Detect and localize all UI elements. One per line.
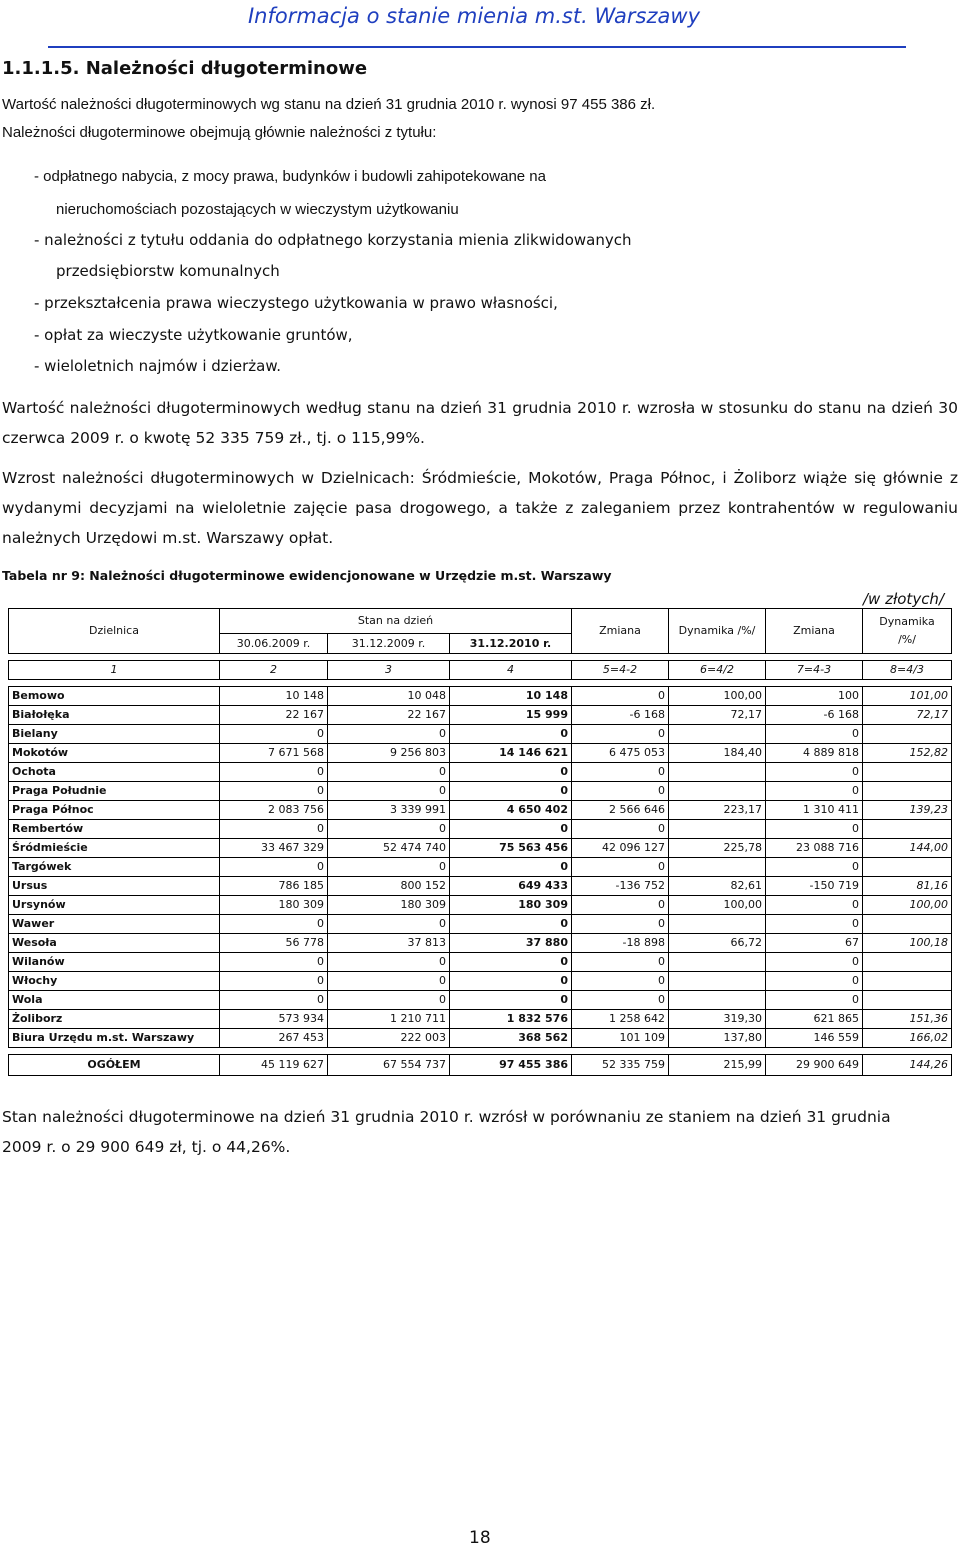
table-cell: 4 650 402	[450, 801, 572, 820]
paragraph-districts: Wzrost należności długoterminowych w Dzielnicach: Śródmieście, Mokotów, Praga Północ, i Żoliborz wiąże się głównie z wydanymi decyzjami na wieloletnie zajęcie pasa drogowego, a także z zaleganiem przez kontrahentów w regulowaniu należnych Urzędowi m.st. Warszawy opłat.	[2, 469, 958, 547]
table-cell: -18 898	[572, 934, 669, 953]
total-label: OGÓŁEM	[9, 1055, 220, 1076]
district-name: Białołęka	[9, 706, 220, 725]
table-cell	[863, 953, 952, 972]
district-name: Bemowo	[9, 687, 220, 706]
table-cell	[863, 725, 952, 744]
table-cell: 573 934	[220, 1010, 328, 1029]
table-cell: 0	[766, 991, 863, 1010]
table-cell	[863, 858, 952, 877]
table-cell	[863, 991, 952, 1010]
col-num: 4	[450, 661, 572, 680]
receivables-table	[8, 608, 952, 1076]
table-row	[9, 1010, 952, 1029]
table-row	[9, 839, 952, 858]
table-cell: 0	[450, 991, 572, 1010]
table-cell: 100	[766, 687, 863, 706]
table-cell: 621 865	[766, 1010, 863, 1029]
table-cell: 180 309	[450, 896, 572, 915]
table-row	[9, 858, 952, 877]
district-name: Wawer	[9, 915, 220, 934]
header-dzielnica: Dzielnica	[9, 609, 220, 654]
table-cell: 0	[220, 858, 328, 877]
header-date-2: 31.12.2009 r.	[328, 634, 450, 654]
table-cell: 225,78	[669, 839, 766, 858]
table-cell: 0	[572, 915, 669, 934]
col-num: 8=4/3	[863, 661, 952, 680]
table-cell: 100,00	[669, 896, 766, 915]
district-name: Ursus	[9, 877, 220, 896]
district-name: Śródmieście	[9, 839, 220, 858]
table-row	[9, 953, 952, 972]
table-cell: 0	[572, 972, 669, 991]
table-cell	[669, 782, 766, 801]
table-cell: 14 146 621	[450, 744, 572, 763]
table-row	[9, 687, 952, 706]
col-num: 6=4/2	[669, 661, 766, 680]
district-name: Praga Południe	[9, 782, 220, 801]
table-cell: 786 185	[220, 877, 328, 896]
table-row	[9, 782, 952, 801]
table-cell: 0	[572, 687, 669, 706]
table-cell: 0	[766, 858, 863, 877]
table-row	[9, 744, 952, 763]
table-cell	[863, 782, 952, 801]
table-cell: 0	[572, 820, 669, 839]
header-zmiana-1: Zmiana	[572, 609, 669, 654]
table-cell: 146 559	[766, 1029, 863, 1048]
table-cell: 0	[328, 858, 450, 877]
table-row	[9, 725, 952, 744]
district-name: Ursynów	[9, 896, 220, 915]
table-cell: 33 467 329	[220, 839, 328, 858]
table-cell: 2 083 756	[220, 801, 328, 820]
table-cell: -150 719	[766, 877, 863, 896]
table-cell: 0	[220, 782, 328, 801]
table-cell	[669, 953, 766, 972]
table-cell: 180 309	[220, 896, 328, 915]
table-cell	[863, 915, 952, 934]
district-name: Wola	[9, 991, 220, 1010]
table-cell: 0	[220, 915, 328, 934]
table-cell: 7 671 568	[220, 744, 328, 763]
table-cell: 10 148	[450, 687, 572, 706]
district-name: Biura Urzędu m.st. Warszawy	[9, 1029, 220, 1048]
bullet-1-cont: nieruchomościach pozostających w wieczystym użytkowaniu	[56, 201, 459, 218]
table-cell: 22 167	[220, 706, 328, 725]
table-row	[9, 706, 952, 725]
table-cell: 0	[450, 953, 572, 972]
table-cell: 223,17	[669, 801, 766, 820]
page-number: 18	[469, 1528, 491, 1548]
table-cell: 139,23	[863, 801, 952, 820]
table-cell: 1 832 576	[450, 1010, 572, 1029]
table-cell: 0	[450, 972, 572, 991]
district-name: Targówek	[9, 858, 220, 877]
table-row	[9, 1029, 952, 1048]
table-cell: 72,17	[669, 706, 766, 725]
table-cell: 67	[766, 934, 863, 953]
district-name: Ochota	[9, 763, 220, 782]
district-name: Włochy	[9, 972, 220, 991]
table-cell	[669, 858, 766, 877]
table-cell: 22 167	[328, 706, 450, 725]
district-name: Wesoła	[9, 934, 220, 953]
table-cell: 0	[572, 725, 669, 744]
header-date-1: 30.06.2009 r.	[220, 634, 328, 654]
table-cell: 0	[572, 763, 669, 782]
table-cell: 0	[328, 953, 450, 972]
table-cell: 0	[450, 915, 572, 934]
running-header: Informacja o stanie mienia m.st. Warszawy	[247, 4, 700, 28]
table-cell: 0	[328, 763, 450, 782]
table-cell: 0	[450, 858, 572, 877]
closing-line-1: Stan należności długoterminowe na dzień 31 grudnia 2010 r. wzrósł w porównaniu ze staniem na dzień 31 grudnia	[2, 1108, 891, 1126]
table-cell: 649 433	[450, 877, 572, 896]
table-cell: 101,00	[863, 687, 952, 706]
district-name: Wilanów	[9, 953, 220, 972]
table-cell: 800 152	[328, 877, 450, 896]
table-cell: 0	[220, 820, 328, 839]
table-cell: 10 148	[220, 687, 328, 706]
section-title: 1.1.1.5. Należności długoterminowe	[2, 58, 368, 79]
table-cell: 166,02	[863, 1029, 952, 1048]
table-cell: 0	[220, 953, 328, 972]
table-cell: 0	[766, 782, 863, 801]
table-cell: 0	[328, 782, 450, 801]
table-cell: 267 453	[220, 1029, 328, 1048]
total-cell: 144,26	[863, 1055, 952, 1076]
header-date-3: 31.12.2010 r.	[450, 634, 572, 654]
table-cell: 0	[220, 972, 328, 991]
table-cell: 0	[572, 896, 669, 915]
table-cell: 0	[328, 915, 450, 934]
table-cell: 100,00	[669, 687, 766, 706]
district-name: Bielany	[9, 725, 220, 744]
table-cell: 0	[220, 725, 328, 744]
table-unit: /w złotych/	[862, 590, 944, 608]
district-name: Praga Północ	[9, 801, 220, 820]
table-cell: 0	[766, 915, 863, 934]
table-cell: 23 088 716	[766, 839, 863, 858]
col-num: 7=4-3	[766, 661, 863, 680]
table-cell: 4 889 818	[766, 744, 863, 763]
header-dynamika-2-line2: /%/	[898, 633, 916, 646]
paragraph-growth: Wartość należności długoterminowych według stanu na dzień 31 grudnia 2010 r. wzrosła w stosunku do stanu na dzień 30 czerwca 2009 r. o kwotę 52 335 759 zł., tj. o 115,99%.	[2, 399, 958, 447]
table-cell: 0	[450, 820, 572, 839]
total-cell: 67 554 737	[328, 1055, 450, 1076]
table-cell: 9 256 803	[328, 744, 450, 763]
table-cell: 100,00	[863, 896, 952, 915]
total-cell: 97 455 386	[450, 1055, 572, 1076]
table-cell: 66,72	[669, 934, 766, 953]
col-num: 3	[328, 661, 450, 680]
table-cell	[669, 972, 766, 991]
table-row	[9, 915, 952, 934]
table-cell: 100,18	[863, 934, 952, 953]
table-cell: 1 310 411	[766, 801, 863, 820]
table-cell: 151,36	[863, 1010, 952, 1029]
table-cell: 0	[572, 991, 669, 1010]
table-cell: 180 309	[328, 896, 450, 915]
table-cell: 81,16	[863, 877, 952, 896]
table-cell: 184,40	[669, 744, 766, 763]
table-row	[9, 877, 952, 896]
intro-line-1: Wartość należności długoterminowych wg stanu na dzień 31 grudnia 2010 r. wynosi 97 455 386 zł.	[2, 96, 656, 113]
table-cell	[863, 972, 952, 991]
table-cell: 0	[220, 991, 328, 1010]
table-cell	[669, 763, 766, 782]
header-zmiana-2: Zmiana	[766, 609, 863, 654]
header-dynamika-1: Dynamika /%/	[669, 609, 766, 654]
district-name: Mokotów	[9, 744, 220, 763]
table-row	[9, 763, 952, 782]
col-num: 2	[220, 661, 328, 680]
table-cell: 0	[572, 782, 669, 801]
closing-line-2: 2009 r. o 29 900 649 zł, tj. o 44,26%.	[2, 1138, 291, 1156]
table-cell: 10 048	[328, 687, 450, 706]
table-cell	[669, 915, 766, 934]
table-cell: 0	[766, 953, 863, 972]
table-cell: 42 096 127	[572, 839, 669, 858]
header-stan: Stan na dzień	[220, 609, 572, 634]
table-cell: 101 109	[572, 1029, 669, 1048]
header-rule	[48, 46, 906, 48]
table-caption: Tabela nr 9: Należności długoterminowe ewidencjonowane w Urzędzie m.st. Warszawy	[2, 568, 612, 583]
table-cell: 137,80	[669, 1029, 766, 1048]
table-row	[9, 991, 952, 1010]
table-cell: 368 562	[450, 1029, 572, 1048]
table-cell: 37 813	[328, 934, 450, 953]
table-cell: 6 475 053	[572, 744, 669, 763]
col-num: 1	[9, 661, 220, 680]
header-dynamika-2-line1: Dynamika	[879, 615, 935, 628]
bullet-4: - opłat za wieczyste użytkowanie gruntów,	[34, 326, 353, 344]
table-cell: 0	[450, 763, 572, 782]
header-dynamika-2	[863, 609, 952, 654]
table-cell: 0	[766, 725, 863, 744]
table-cell: 222 003	[328, 1029, 450, 1048]
table-cell: 0	[766, 820, 863, 839]
total-cell: 45 119 627	[220, 1055, 328, 1076]
total-row	[9, 1055, 952, 1076]
table-cell	[669, 725, 766, 744]
bullet-2: - należności z tytułu oddania do odpłatnego korzystania mienia zlikwidowanych	[34, 231, 632, 249]
district-name: Rembertów	[9, 820, 220, 839]
table-cell: -136 752	[572, 877, 669, 896]
table-row	[9, 972, 952, 991]
table-cell: 1 210 711	[328, 1010, 450, 1029]
total-cell: 52 335 759	[572, 1055, 669, 1076]
table-cell: 152,82	[863, 744, 952, 763]
table-cell: 3 339 991	[328, 801, 450, 820]
intro-line-2: Należności długoterminowe obejmują głównie należności z tytułu:	[2, 124, 437, 141]
table-row	[9, 801, 952, 820]
table-cell: 319,30	[669, 1010, 766, 1029]
table-cell: 75 563 456	[450, 839, 572, 858]
total-cell: 215,99	[669, 1055, 766, 1076]
table-cell: 0	[766, 972, 863, 991]
table-cell: 0	[450, 725, 572, 744]
table-cell: 82,61	[669, 877, 766, 896]
table-cell: 0	[328, 725, 450, 744]
table-cell: 2 566 646	[572, 801, 669, 820]
bullet-5: - wieloletnich najmów i dzierżaw.	[34, 357, 281, 375]
table-cell: 0	[328, 991, 450, 1010]
table-cell: 0	[766, 896, 863, 915]
table-row	[9, 820, 952, 839]
table-cell: 0	[766, 763, 863, 782]
bullet-1: - odpłatnego nabycia, z mocy prawa, budynków i budowli zahipotekowane na	[34, 168, 546, 185]
table-row	[9, 896, 952, 915]
table-cell: 0	[328, 972, 450, 991]
column-numbering-row	[9, 661, 952, 680]
bullet-2-cont: przedsiębiorstw komunalnych	[56, 262, 280, 280]
table-cell: 0	[220, 763, 328, 782]
table-cell: 37 880	[450, 934, 572, 953]
table-cell: -6 168	[572, 706, 669, 725]
table-cell: -6 168	[766, 706, 863, 725]
total-cell: 29 900 649	[766, 1055, 863, 1076]
table-cell: 56 778	[220, 934, 328, 953]
col-num: 5=4-2	[572, 661, 669, 680]
table-row	[9, 934, 952, 953]
table-cell: 15 999	[450, 706, 572, 725]
table-cell	[863, 820, 952, 839]
table-cell	[669, 991, 766, 1010]
table-cell: 144,00	[863, 839, 952, 858]
table-cell: 1 258 642	[572, 1010, 669, 1029]
table-cell	[863, 763, 952, 782]
bullet-3: - przekształcenia prawa wieczystego użytkowania w prawo własności,	[34, 294, 558, 312]
table-cell: 52 474 740	[328, 839, 450, 858]
district-name: Żoliborz	[9, 1010, 220, 1029]
table-cell	[669, 820, 766, 839]
table-cell: 72,17	[863, 706, 952, 725]
table-cell: 0	[572, 953, 669, 972]
table-cell: 0	[572, 858, 669, 877]
table-cell: 0	[328, 820, 450, 839]
table-cell: 0	[450, 782, 572, 801]
